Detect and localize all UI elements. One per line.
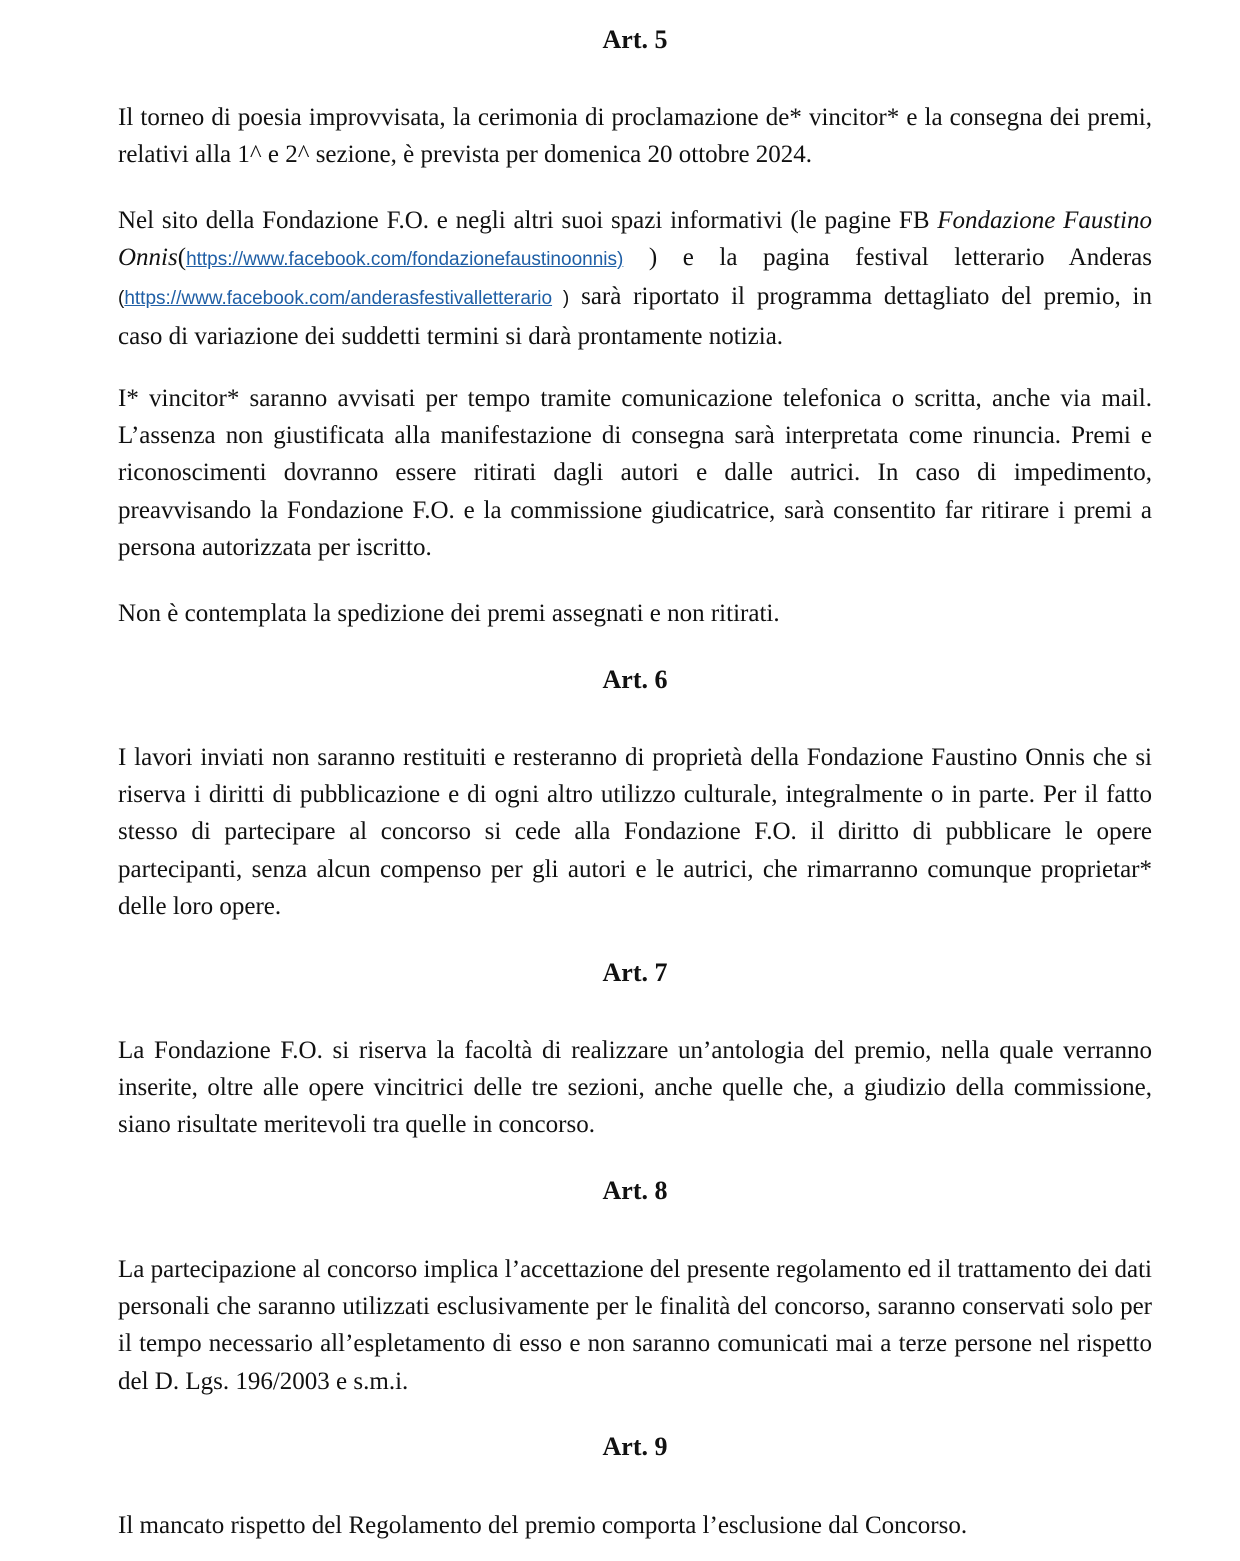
art7-heading: Art. 7 <box>602 958 668 987</box>
art6-heading: Art. 6 <box>602 665 668 694</box>
facebook-fondazione-link[interactable]: https://www.facebook.com/fondazionefaustinoonnis) <box>186 249 624 271</box>
art5-p2-mid: ) e la pagina festival letterario Anderas <box>623 244 1152 272</box>
art5-p2-after: sarà riportato il programma dettagliato del premio, in caso di variazione dei suddetti termini si darà prontamente notizia. <box>118 283 1152 350</box>
art9-heading: Art. 9 <box>602 1432 668 1461</box>
art8-heading: Art. 8 <box>602 1176 668 1205</box>
facebook-anderas-link[interactable]: https://www.facebook.com/anderasfestivalletterario <box>124 288 553 310</box>
art5-p2-italic: Fondazione Faustino Onnis <box>118 207 1152 272</box>
art5-p2-open-paren: ( <box>177 244 187 272</box>
art5-p2-paren-open: ( <box>118 288 125 310</box>
art5-paragraph-2 <box>118 202 1152 355</box>
art6-paragraph-1: I lavori inviati non saranno restituiti e resteranno di proprietà della Fondazione Faustino Onnis che si riserva i diritti di pubblicazione e di ogni altro utilizzo culturale, integralmente o in parte. Per il fatto stesso di partecipare al concorso si cede alla Fondazione F.O. il diritto di pubblicare le opere partecipanti, senza alcun compenso per gli autori e le autrici, che rimarranno comunque proprietar* delle loro opere. <box>118 744 1152 920</box>
art9-paragraph-1: Il mancato rispetto del Regolamento del premio comporta l’esclusione dal Concorso. <box>118 1512 968 1539</box>
art8-paragraph-1: La partecipazione al concorso implica l’accettazione del presente regolamento ed il trattamento dei dati personali che saranno utilizzati esclusivamente per le finalità del concorso, saranno conservati solo per il tempo necessario all’espletamento di esso e non saranno comunicati mai a terze persone nel rispetto del D. Lgs. 196/2003 e s.m.i. <box>118 1256 1152 1395</box>
art5-paragraph-3: I* vincitor* saranno avvisati per tempo tramite comunicazione telefonica o scritta, anche via mail. L’assenza non giustificata alla manifestazione di consegna sarà interpretata come rinuncia. Premi e riconoscimenti dovranno essere ritirati dagli autori e dalle autrici. In caso di impedimento, preavvisando la Fondazione F.O. e la commissione giudicatrice, sarà consentito far ritirare i premi a persona autorizzata per iscritto. <box>118 385 1152 561</box>
art5-p2-before: Nel sito della Fondazione F.O. e negli altri suoi spazi informativi (le pagine FB <box>118 207 938 234</box>
art5-paragraph-4: Non è contemplata la spedizione dei premi assegnati e non ritirati. <box>118 600 780 627</box>
art5-heading: Art. 5 <box>602 25 668 54</box>
art5-paragraph-1: Il torneo di poesia improvvisata, la cerimonia di proclamazione de* vincitor* e la consegna dei premi, relativi alla 1^ e 2^ sezione, è prevista per domenica 20 ottobre 2024. <box>118 104 1152 169</box>
art7-paragraph-1: La Fondazione F.O. si riserva la facoltà di realizzare un’antologia del premio, nella quale verranno inserite, oltre alle opere vincitrici delle tre sezioni, anche quelle che, a giudizio della commissione, siano risultate meritevoli tra quelle in concorso. <box>118 1037 1152 1139</box>
art5-p2-paren-close: ) <box>552 288 570 310</box>
